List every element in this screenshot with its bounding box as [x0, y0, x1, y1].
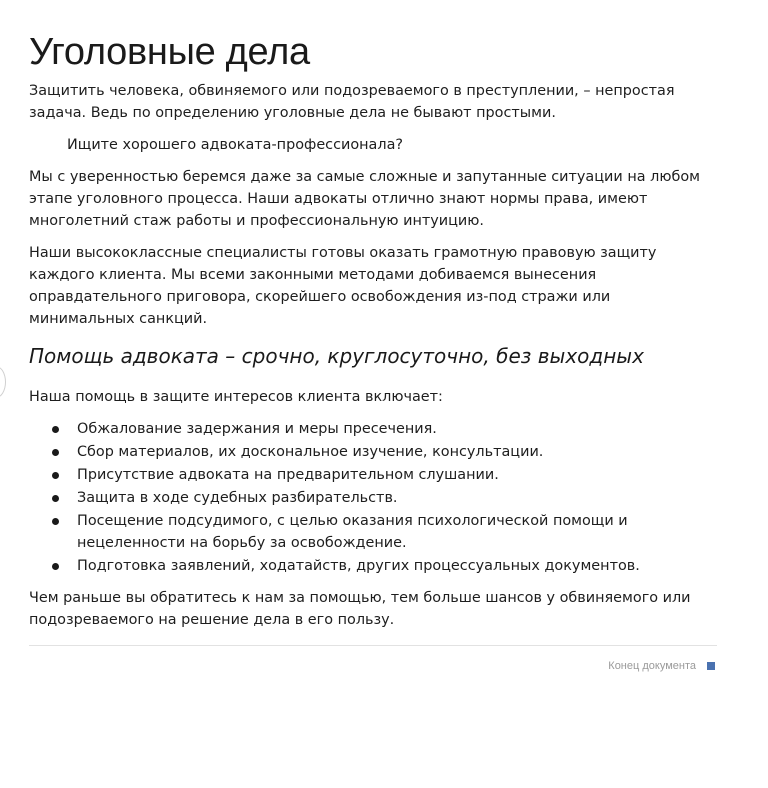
bullet-icon — [52, 472, 59, 479]
callout-paragraph: Ищите хорошего адвоката-профессионала? — [67, 137, 404, 153]
bullet-icon — [52, 518, 59, 525]
list-item — [29, 487, 717, 509]
list-item-text: Подготовка заявлений, ходатайств, других процессуальных документов. — [77, 558, 640, 574]
document-page — [29, 30, 717, 672]
paragraph-experience: Мы с уверенностью беремся даже за самые сложные и запутанные ситуации на любом этапе уголовного процесса. Наши адвокаты отлично знают нормы права, имеют многолетний стаж работы и профессиональную интуицию. — [29, 169, 700, 229]
side-collapse-handle[interactable] — [0, 366, 6, 398]
end-marker-icon — [707, 662, 715, 670]
list-item-text: Защита в ходе судебных разбирательств. — [77, 490, 398, 506]
list-intro: Наша помощь в защите интересов клиента включает: — [29, 389, 443, 405]
end-of-document-label: Конец документа — [608, 660, 696, 672]
section-subtitle: Помощь адвоката – срочно, круглосуточно, без выходных — [29, 344, 644, 368]
list-item — [29, 418, 717, 440]
bullet-icon — [52, 426, 59, 433]
end-of-document — [29, 660, 717, 672]
services-list — [29, 418, 717, 577]
page-title: Уголовные дела — [29, 31, 310, 73]
list-item-text: Присутствие адвоката на предварительном слушании. — [77, 467, 499, 483]
closing-paragraph: Чем раньше вы обратитесь к нам за помощью, тем больше шансов у обвиняемого или подозреваемого на решение дела в его пользу. — [29, 590, 691, 628]
bullet-icon — [52, 563, 59, 570]
list-item — [29, 441, 717, 463]
list-item-text: Сбор материалов, их доскональное изучение, консультации. — [77, 444, 544, 460]
list-item-text: Обжалование задержания и меры пресечения. — [77, 421, 437, 437]
intro-paragraph: Защитить человека, обвиняемого или подозреваемого в преступлении, – непростая задача. Ведь по определению уголовные дела не бывают простыми. — [29, 83, 675, 121]
bullet-icon — [52, 495, 59, 502]
list-item-text: Посещение подсудимого, с целью оказания психологической помощи и нецеленности на борьбу за освобождение. — [77, 513, 628, 551]
list-item — [29, 510, 717, 554]
end-divider — [29, 645, 717, 646]
bullet-icon — [52, 449, 59, 456]
paragraph-specialists: Наши высококлассные специалисты готовы оказать грамотную правовую защиту каждого клиента. Мы всеми законными методами добиваемся вынесения оправдательного приговора, скорейшего освобождения из-под стражи или минимальных санкций. — [29, 245, 657, 327]
list-item — [29, 555, 717, 577]
list-item — [29, 464, 717, 486]
